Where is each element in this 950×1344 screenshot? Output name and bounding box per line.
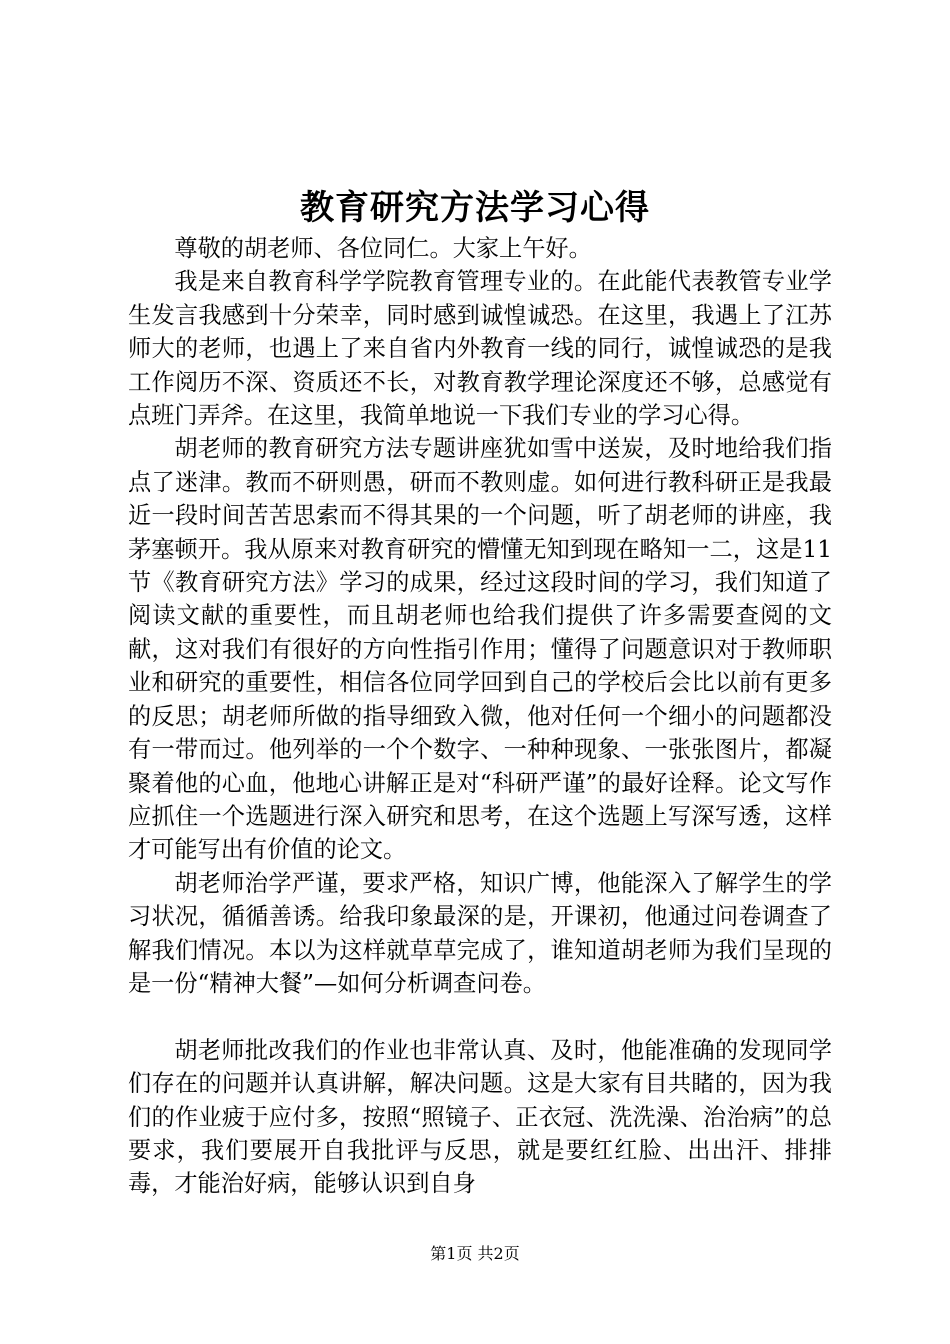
page-footer: 第1页 共2页 (430, 1244, 520, 1263)
paragraph-teaching-attitude: 胡老师治学严谨，要求严格，知识广博，他能深入了解学生的学习状况，循循善诱。给我印象最深的是，开课初，他通过问卷调查了解我们情况。本以为这样就草草完成了，谁知道胡老师为我们呈现的是一份“精神大餐”—如何分析调查问卷。 (128, 869, 832, 997)
paragraph-lecture-reflection: 胡老师的教育研究方法专题讲座犹如雪中送炭，及时地给我们指点了迷津。教而不研则愚，研而不教则虚。如何进行教科研正是我最近一段时间苦苦思索而不得其果的一个问题，听了胡老师的讲座，我茅塞顿开。我从原来对教育研究的懵懂无知到现在略知一二，这是11节《教育研究方法》学习的成果，经过这段时间的学习，我们知道了阅读文献的重要性，而且胡老师也给我们提供了许多需要查阅的文献，这对我们有很好的方向性指引作用；懂得了问题意识对于教师职业和研究的重要性，相信各位同学回到自己的学校后会比以前有更多的反思；胡老师所做的指导细致入微，他对任何一个细小的问题都没有一带而过。他列举的一个个数字、一种种现象、一张张图片，都凝聚着他的心血，他地心讲解正是对“科研严谨”的最好诠释。论文写作应抓住一个选题进行深入研究和思考，在这个选题上写深写透，这样才可能写出有价值的论文。 (128, 435, 832, 864)
paragraph-introduction: 我是来自教育科学学院教育管理专业的。在此能代表教管专业学生发言我感到十分荣幸，同时感到诚惶诚恐。在这里，我遇上了江苏师大的老师，也遇上了来自省内外教育一线的同行，诚惶诚恐的是我工作阅历不深、资质还不长，对教育教学理论深度还不够，总感觉有点班门弄斧。在这里，我简单地说一下我们专业的学习心得。 (128, 268, 832, 430)
document-title: 教育研究方法学习心得 (300, 188, 650, 228)
paragraph-greeting: 尊敬的胡老师、各位同仁。大家上午好。 (174, 235, 592, 262)
paragraph-homework-feedback: 胡老师批改我们的作业也非常认真、及时，他能准确的发现同学们存在的问题并认真讲解，解决问题。这是大家有目共睹的，因为我们的作业疲于应付多，按照“照镜子、正衣冠、洗洗澡、治治病”的总要求，我们要展开自我批评与反思，就是要红红脸、出出汗、排排毒，才能治好病，能够认识到自身 (128, 1036, 832, 1198)
document-body (128, 232, 832, 1201)
